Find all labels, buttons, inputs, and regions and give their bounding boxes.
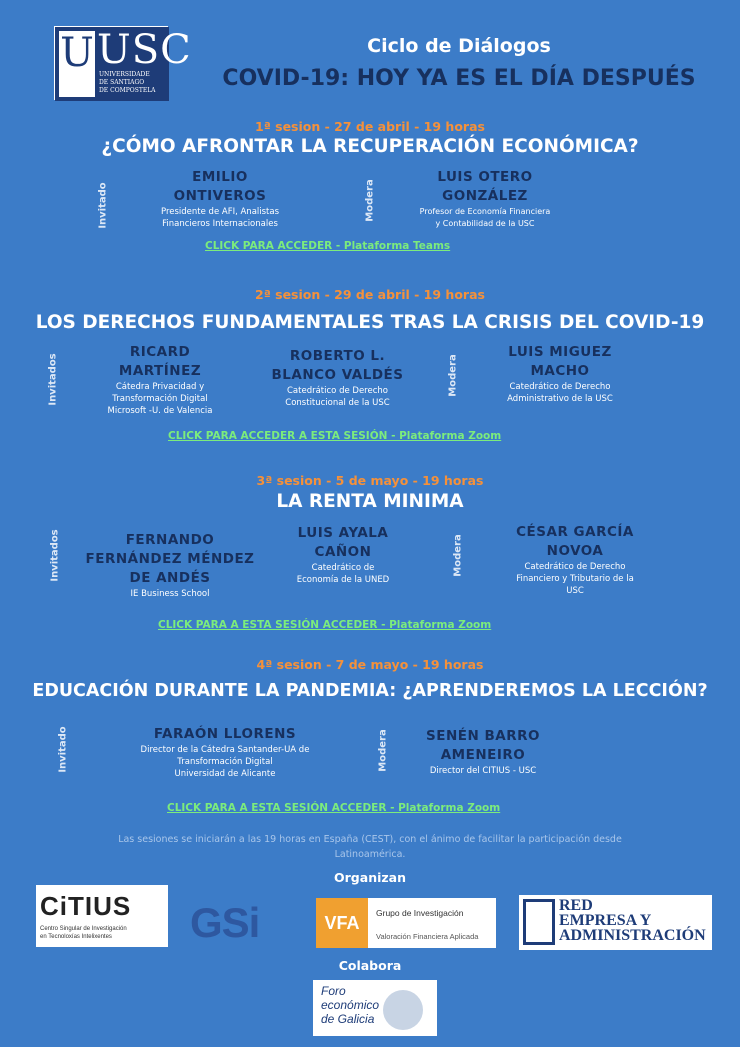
collaborator-label: Colabora: [338, 958, 402, 973]
gsi-logo: GSi: [190, 899, 260, 946]
session-3-title: LA RENTA MINIMA: [276, 491, 464, 512]
session-1-date: 1ª sesion - 27 de abril - 19 horas: [255, 119, 485, 134]
foro-economico-logo: Foro económico de Galicia: [313, 980, 437, 1036]
session-1-guest: EMILIO ONTIVEROS Presidente de AFI, Analistas Financieros Internacionales: [160, 169, 280, 229]
usc-logo: U USC UNIVERSIDADE DE SANTIAGO DE COMPOSTELA: [54, 26, 168, 100]
session-2-link[interactable]: CLICK PARA ACCEDER A ESTA SESIÓN - Plataforma Zoom: [168, 430, 502, 442]
session-2-guest-1: RICARD MARTÍNEZ Cátedra Privacidad y Transformación Digital Microsoft -U. de Valencia: [107, 344, 213, 416]
session-4-link[interactable]: CLICK PARA A ESTA SESIÓN ACCEDER - Plataforma Zoom: [167, 802, 501, 814]
session-4-guest-label: Invitado: [57, 726, 69, 773]
session-1-mod-label: Modera: [364, 179, 376, 222]
series-title: Ciclo de Diálogos: [367, 35, 551, 57]
session-3-mod-label: Modera: [452, 534, 464, 577]
session-1-title: ¿CÓMO AFRONTAR LA RECUPERACIÓN ECONÓMICA?: [101, 136, 639, 157]
session-2-guest-2: ROBERTO L. BLANCO VALDÉS Catedrático de Derecho Constitucional de la USC: [271, 348, 404, 408]
session-2-moderator: LUIS MIGUEZ MACHO Catedrático de Derecho Administrativo de la USC: [507, 344, 613, 404]
session-4-title: EDUCACIÓN DURANTE LA PANDEMIA: ¿APRENDEREMOS LA LECCIÓN?: [32, 681, 708, 701]
session-1-moderator: LUIS OTERO GONZÁLEZ Profesor de Economía Financiera y Contabilidad de la USC: [419, 169, 551, 228]
session-3-guest-label: Invitados: [49, 529, 61, 582]
session-2-guest-label: Invitados: [47, 353, 59, 406]
vfa-logo: VFA Grupo de Investigación Valoración Financiera Aplicada: [316, 898, 496, 948]
session-3-date: 3ª sesion - 5 de mayo - 19 horas: [256, 473, 484, 488]
session-4-guest: FARAÓN LLORENS Director de la Cátedra Santander-UA de Transformación Digital Universidad de Alicante: [140, 726, 310, 779]
session-3-guest-1: FERNANDO FERNÁNDEZ MÉNDEZ DE ANDÉS IE Business School: [85, 532, 255, 599]
session-3-link[interactable]: CLICK PARA A ESTA SESIÓN ACCEDER - Plataforma Zoom: [158, 619, 492, 631]
session-3-moderator: CÉSAR GARCÍA NOVOA Catedrático de Derecho Financiero y Tributario de la USC: [516, 524, 634, 596]
session-1-guest-label: Invitado: [97, 182, 109, 229]
citius-logo: CiTIUS Centro Singular de Investigación en Tecnoloxías Intelixentes: [36, 885, 168, 947]
session-1-link[interactable]: CLICK PARA ACCEDER - Plataforma Teams: [205, 240, 451, 252]
session-3-guest-2: LUIS AYALA CAÑON Catedrático de Economía de la UNED: [296, 525, 390, 585]
schedule-note: Las sesiones se iniciarán a las 19 horas en España (CEST), con el ánimo de facilitar la participación desde Latinoamérica.: [118, 834, 622, 860]
session-4-mod-label: Modera: [377, 729, 389, 772]
page-title: COVID-19: HOY YA ES EL DÍA DESPUÉS: [222, 66, 696, 91]
organizers-label: Organizan: [334, 870, 406, 885]
session-2-date: 2ª sesion - 29 de abril - 19 horas: [255, 287, 485, 302]
session-4-date: 4ª sesion - 7 de mayo - 19 horas: [256, 657, 484, 672]
red-empresa-logo: RED EMPRESA Y ADMINISTRACIÓN: [519, 895, 712, 950]
session-4-moderator: SENÉN BARRO AMENEIRO Director del CITIUS - USC: [426, 728, 540, 776]
session-2-mod-label: Modera: [447, 354, 459, 397]
session-2-title: LOS DERECHOS FUNDAMENTALES TRAS LA CRISIS DEL COVID-19: [35, 312, 705, 333]
